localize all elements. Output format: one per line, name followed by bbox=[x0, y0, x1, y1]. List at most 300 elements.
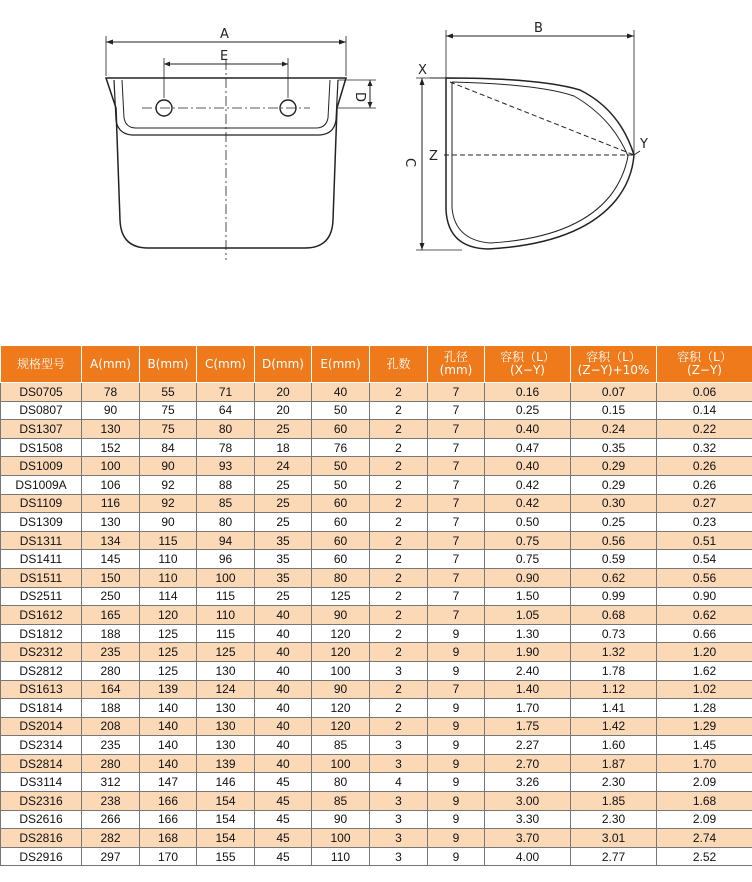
table-cell: 1.20 bbox=[657, 643, 752, 662]
table-cell: 80 bbox=[197, 513, 255, 532]
table-cell: 0.56 bbox=[657, 568, 752, 587]
table-cell: 24 bbox=[255, 457, 312, 476]
table-cell: 115 bbox=[197, 624, 255, 643]
table-cell: 2.77 bbox=[571, 847, 657, 866]
table-cell: 90 bbox=[140, 513, 197, 532]
model-cell: DS1307 bbox=[1, 420, 82, 439]
table-cell: 139 bbox=[140, 680, 197, 699]
column-header-line: 容积（L） bbox=[677, 350, 732, 364]
model-cell: DS2312 bbox=[1, 643, 82, 662]
table-cell: 40 bbox=[255, 717, 312, 736]
table-cell: 0.73 bbox=[571, 624, 657, 643]
table-cell: 64 bbox=[197, 401, 255, 420]
label-c: C bbox=[402, 158, 417, 168]
table-cell: 2.70 bbox=[485, 754, 571, 773]
table-row bbox=[1, 550, 752, 569]
table-cell: 125 bbox=[140, 624, 197, 643]
table-cell: 40 bbox=[255, 680, 312, 699]
model-cell: DS2014 bbox=[1, 717, 82, 736]
table-cell: 55 bbox=[140, 383, 197, 402]
table-cell: 78 bbox=[82, 383, 140, 402]
table-cell: 146 bbox=[197, 773, 255, 792]
table-cell: 170 bbox=[140, 847, 197, 866]
table-cell: 2 bbox=[370, 568, 428, 587]
table-cell: 120 bbox=[312, 699, 370, 718]
table-cell: 7 bbox=[428, 568, 485, 587]
table-cell: 145 bbox=[82, 550, 140, 569]
table-cell: 40 bbox=[255, 643, 312, 662]
table-cell: 0.50 bbox=[485, 513, 571, 532]
table-cell: 40 bbox=[255, 699, 312, 718]
table-cell: 106 bbox=[82, 475, 140, 494]
side-view bbox=[416, 30, 640, 250]
table-cell: 0.42 bbox=[485, 494, 571, 513]
table-cell: 2 bbox=[370, 438, 428, 457]
table-cell: 188 bbox=[82, 699, 140, 718]
table-row bbox=[1, 699, 752, 718]
table-cell: 1.41 bbox=[571, 699, 657, 718]
model-cell: DS0705 bbox=[1, 383, 82, 402]
table-cell: 45 bbox=[255, 829, 312, 848]
table-cell: 90 bbox=[82, 401, 140, 420]
table-row bbox=[1, 792, 752, 811]
table-cell: 147 bbox=[140, 773, 197, 792]
table-row bbox=[1, 661, 752, 680]
table-cell: 0.62 bbox=[657, 606, 752, 625]
table-cell: 1.90 bbox=[485, 643, 571, 662]
table-cell: 0.16 bbox=[485, 383, 571, 402]
table-cell: 9 bbox=[428, 624, 485, 643]
table-cell: 40 bbox=[255, 661, 312, 680]
table-cell: 3.26 bbox=[485, 773, 571, 792]
table-cell: 71 bbox=[197, 383, 255, 402]
table-cell: 115 bbox=[197, 587, 255, 606]
table-cell: 25 bbox=[255, 494, 312, 513]
table-cell: 3.00 bbox=[485, 792, 571, 811]
table-cell: 2 bbox=[370, 401, 428, 420]
table-cell: 40 bbox=[255, 624, 312, 643]
bucket-dimension-drawing bbox=[0, 0, 752, 345]
table-cell: 75 bbox=[140, 401, 197, 420]
table-cell: 125 bbox=[312, 587, 370, 606]
column-header bbox=[312, 346, 370, 383]
spec-table bbox=[0, 345, 752, 866]
model-cell: DS1109 bbox=[1, 494, 82, 513]
table-row bbox=[1, 736, 752, 755]
column-header bbox=[197, 346, 255, 383]
label-a: A bbox=[220, 27, 229, 42]
table-cell: 0.47 bbox=[485, 438, 571, 457]
table-cell: 0.32 bbox=[657, 438, 752, 457]
table-cell: 0.99 bbox=[571, 587, 657, 606]
column-header-line: B(mm) bbox=[147, 356, 189, 371]
table-cell: 92 bbox=[140, 494, 197, 513]
table-row bbox=[1, 829, 752, 848]
front-view bbox=[106, 36, 376, 260]
table-cell: 130 bbox=[197, 717, 255, 736]
table-cell: 0.29 bbox=[571, 457, 657, 476]
model-cell: DS1508 bbox=[1, 438, 82, 457]
table-cell: 35 bbox=[255, 531, 312, 550]
table-cell: 7 bbox=[428, 550, 485, 569]
label-x: X bbox=[418, 63, 427, 78]
table-cell: 93 bbox=[197, 457, 255, 476]
table-cell: 3 bbox=[370, 847, 428, 866]
model-cell: DS1009 bbox=[1, 457, 82, 476]
model-cell: DS1812 bbox=[1, 624, 82, 643]
table-cell: 60 bbox=[312, 420, 370, 439]
column-header-line: E(mm) bbox=[320, 356, 361, 371]
table-cell: 154 bbox=[197, 810, 255, 829]
table-row bbox=[1, 401, 752, 420]
column-header-line: (Z−Y) bbox=[687, 363, 722, 377]
table-cell: 297 bbox=[82, 847, 140, 866]
table-row bbox=[1, 606, 752, 625]
table-cell: 9 bbox=[428, 754, 485, 773]
model-cell: DS1309 bbox=[1, 513, 82, 532]
table-cell: 1.12 bbox=[571, 680, 657, 699]
table-cell: 164 bbox=[82, 680, 140, 699]
table-cell: 100 bbox=[312, 829, 370, 848]
table-cell: 60 bbox=[312, 494, 370, 513]
column-header-line: (mm) bbox=[439, 363, 473, 377]
table-cell: 2 bbox=[370, 643, 428, 662]
table-cell: 2 bbox=[370, 680, 428, 699]
table-cell: 60 bbox=[312, 531, 370, 550]
table-cell: 282 bbox=[82, 829, 140, 848]
table-cell: 0.15 bbox=[571, 401, 657, 420]
table-cell: 2 bbox=[370, 587, 428, 606]
table-cell: 7 bbox=[428, 438, 485, 457]
table-cell: 110 bbox=[312, 847, 370, 866]
table-row bbox=[1, 420, 752, 439]
table-cell: 50 bbox=[312, 475, 370, 494]
column-header bbox=[428, 346, 485, 383]
table-cell: 2 bbox=[370, 494, 428, 513]
table-cell: 0.26 bbox=[657, 475, 752, 494]
table-cell: 80 bbox=[312, 568, 370, 587]
label-z: Z bbox=[429, 149, 438, 164]
table-cell: 2 bbox=[370, 531, 428, 550]
column-header-line: 容积（L） bbox=[500, 350, 555, 364]
table-cell: 280 bbox=[82, 661, 140, 680]
table-cell: 1.42 bbox=[571, 717, 657, 736]
table-cell: 84 bbox=[140, 438, 197, 457]
table-cell: 35 bbox=[255, 568, 312, 587]
table-cell: 130 bbox=[197, 661, 255, 680]
table-cell: 134 bbox=[82, 531, 140, 550]
table-cell: 94 bbox=[197, 531, 255, 550]
table-cell: 188 bbox=[82, 624, 140, 643]
model-cell: DS1612 bbox=[1, 606, 82, 625]
table-cell: 150 bbox=[82, 568, 140, 587]
header-row bbox=[1, 346, 752, 383]
table-cell: 0.35 bbox=[571, 438, 657, 457]
table-cell: 140 bbox=[140, 717, 197, 736]
table-cell: 0.22 bbox=[657, 420, 752, 439]
table-cell: 235 bbox=[82, 643, 140, 662]
label-b: B bbox=[534, 21, 543, 36]
table-cell: 2.09 bbox=[657, 773, 752, 792]
table-cell: 7 bbox=[428, 494, 485, 513]
table-cell: 140 bbox=[140, 754, 197, 773]
table-cell: 2.30 bbox=[571, 810, 657, 829]
table-cell: 100 bbox=[197, 568, 255, 587]
model-cell: DS1411 bbox=[1, 550, 82, 569]
table-cell: 115 bbox=[140, 531, 197, 550]
table-cell: 139 bbox=[197, 754, 255, 773]
table-cell: 25 bbox=[255, 420, 312, 439]
model-cell: DS2816 bbox=[1, 829, 82, 848]
table-cell: 20 bbox=[255, 383, 312, 402]
column-header bbox=[657, 346, 752, 383]
table-cell: 78 bbox=[197, 438, 255, 457]
table-cell: 2 bbox=[370, 624, 428, 643]
table-cell: 2 bbox=[370, 606, 428, 625]
table-row bbox=[1, 438, 752, 457]
table-row bbox=[1, 643, 752, 662]
table-row bbox=[1, 513, 752, 532]
table-cell: 0.24 bbox=[571, 420, 657, 439]
table-cell: 7 bbox=[428, 457, 485, 476]
column-header-line: 孔数 bbox=[386, 356, 411, 371]
table-cell: 7 bbox=[428, 531, 485, 550]
table-cell: 40 bbox=[255, 606, 312, 625]
table-cell: 85 bbox=[312, 792, 370, 811]
table-cell: 9 bbox=[428, 792, 485, 811]
table-body bbox=[1, 383, 752, 866]
table-cell: 0.40 bbox=[485, 420, 571, 439]
table-cell: 1.30 bbox=[485, 624, 571, 643]
table-cell: 9 bbox=[428, 699, 485, 718]
table-cell: 2.09 bbox=[657, 810, 752, 829]
model-cell: DS2814 bbox=[1, 754, 82, 773]
table-cell: 9 bbox=[428, 847, 485, 866]
model-cell: DS2812 bbox=[1, 661, 82, 680]
table-cell: 120 bbox=[312, 717, 370, 736]
table-row bbox=[1, 457, 752, 476]
column-header bbox=[571, 346, 657, 383]
table-cell: 1.68 bbox=[657, 792, 752, 811]
table-cell: 7 bbox=[428, 606, 485, 625]
table-cell: 0.29 bbox=[571, 475, 657, 494]
table-cell: 116 bbox=[82, 494, 140, 513]
table-cell: 7 bbox=[428, 420, 485, 439]
table-cell: 75 bbox=[140, 420, 197, 439]
table-cell: 85 bbox=[197, 494, 255, 513]
table-cell: 1.62 bbox=[657, 661, 752, 680]
column-header-line: 规格型号 bbox=[16, 356, 65, 371]
table-cell: 1.32 bbox=[571, 643, 657, 662]
table-cell: 0.42 bbox=[485, 475, 571, 494]
model-cell: DS0807 bbox=[1, 401, 82, 420]
table-cell: 2.30 bbox=[571, 773, 657, 792]
table-cell: 2 bbox=[370, 420, 428, 439]
column-header-line: 孔径 bbox=[443, 350, 468, 364]
table-cell: 20 bbox=[255, 401, 312, 420]
table-cell: 4.00 bbox=[485, 847, 571, 866]
table-row bbox=[1, 475, 752, 494]
table-cell: 45 bbox=[255, 792, 312, 811]
table-cell: 0.54 bbox=[657, 550, 752, 569]
table-cell: 0.66 bbox=[657, 624, 752, 643]
table-cell: 2.52 bbox=[657, 847, 752, 866]
table-cell: 140 bbox=[140, 699, 197, 718]
model-cell: DS2316 bbox=[1, 792, 82, 811]
table-cell: 2 bbox=[370, 475, 428, 494]
table-cell: 0.40 bbox=[485, 457, 571, 476]
table-cell: 9 bbox=[428, 643, 485, 662]
table-cell: 45 bbox=[255, 810, 312, 829]
table-row bbox=[1, 587, 752, 606]
table-cell: 0.23 bbox=[657, 513, 752, 532]
table-cell: 60 bbox=[312, 513, 370, 532]
table-cell: 40 bbox=[255, 754, 312, 773]
table-cell: 90 bbox=[312, 680, 370, 699]
model-cell: DS1814 bbox=[1, 699, 82, 718]
table-cell: 154 bbox=[197, 792, 255, 811]
table-cell: 100 bbox=[312, 754, 370, 773]
table-row bbox=[1, 531, 752, 550]
model-cell: DS1311 bbox=[1, 531, 82, 550]
table-row bbox=[1, 754, 752, 773]
table-cell: 3 bbox=[370, 792, 428, 811]
table-cell: 312 bbox=[82, 773, 140, 792]
table-cell: 0.07 bbox=[571, 383, 657, 402]
column-header-line: C(mm) bbox=[204, 356, 247, 371]
table-cell: 80 bbox=[197, 420, 255, 439]
table-cell: 0.68 bbox=[571, 606, 657, 625]
model-cell: DS1009A bbox=[1, 475, 82, 494]
table-cell: 4 bbox=[370, 773, 428, 792]
table-cell: 3 bbox=[370, 736, 428, 755]
table-cell: 3.01 bbox=[571, 829, 657, 848]
table-cell: 2 bbox=[370, 699, 428, 718]
table-cell: 0.90 bbox=[485, 568, 571, 587]
column-header-line: 容积（L） bbox=[586, 350, 641, 364]
table-cell: 0.14 bbox=[657, 401, 752, 420]
table-cell: 125 bbox=[140, 661, 197, 680]
table-cell: 0.27 bbox=[657, 494, 752, 513]
table-cell: 80 bbox=[312, 773, 370, 792]
table-cell: 0.59 bbox=[571, 550, 657, 569]
table-cell: 2.27 bbox=[485, 736, 571, 755]
table-cell: 154 bbox=[197, 829, 255, 848]
table-cell: 45 bbox=[255, 773, 312, 792]
table-cell: 0.26 bbox=[657, 457, 752, 476]
column-header bbox=[255, 346, 312, 383]
model-cell: DS2511 bbox=[1, 587, 82, 606]
label-d: D bbox=[352, 92, 367, 103]
table-cell: 9 bbox=[428, 810, 485, 829]
table-cell: 2 bbox=[370, 717, 428, 736]
table-cell: 45 bbox=[255, 847, 312, 866]
column-header bbox=[1, 346, 82, 383]
column-header bbox=[370, 346, 428, 383]
table-cell: 110 bbox=[140, 568, 197, 587]
table-cell: 0.25 bbox=[485, 401, 571, 420]
table-cell: 92 bbox=[140, 475, 197, 494]
table-cell: 125 bbox=[140, 643, 197, 662]
table-cell: 9 bbox=[428, 661, 485, 680]
table-cell: 168 bbox=[140, 829, 197, 848]
table-cell: 100 bbox=[312, 661, 370, 680]
model-cell: DS2916 bbox=[1, 847, 82, 866]
table-cell: 1.02 bbox=[657, 680, 752, 699]
table-row bbox=[1, 847, 752, 866]
table-row bbox=[1, 810, 752, 829]
table-cell: 35 bbox=[255, 550, 312, 569]
table-cell: 0.56 bbox=[571, 531, 657, 550]
table-cell: 9 bbox=[428, 717, 485, 736]
table-row bbox=[1, 680, 752, 699]
table-cell: 0.06 bbox=[657, 383, 752, 402]
model-cell: DS1511 bbox=[1, 568, 82, 587]
table-cell: 0.90 bbox=[657, 587, 752, 606]
table-cell: 2.40 bbox=[485, 661, 571, 680]
table-cell: 0.25 bbox=[571, 513, 657, 532]
table-cell: 0.75 bbox=[485, 550, 571, 569]
table-cell: 1.70 bbox=[485, 699, 571, 718]
model-cell: DS2616 bbox=[1, 810, 82, 829]
table-cell: 0.75 bbox=[485, 531, 571, 550]
column-header-line: (Z−Y)+10% bbox=[577, 363, 650, 377]
column-header-line: A(mm) bbox=[90, 356, 131, 371]
table-cell: 1.60 bbox=[571, 736, 657, 755]
table-cell: 7 bbox=[428, 383, 485, 402]
table-cell: 110 bbox=[197, 606, 255, 625]
table-cell: 18 bbox=[255, 438, 312, 457]
table-cell: 166 bbox=[140, 792, 197, 811]
table-cell: 0.62 bbox=[571, 568, 657, 587]
table-cell: 125 bbox=[197, 643, 255, 662]
table-cell: 166 bbox=[140, 810, 197, 829]
column-header-line: (X−Y) bbox=[510, 363, 545, 377]
table-cell: 96 bbox=[197, 550, 255, 569]
model-cell: DS1613 bbox=[1, 680, 82, 699]
table-cell: 7 bbox=[428, 401, 485, 420]
table-cell: 1.85 bbox=[571, 792, 657, 811]
column-header bbox=[82, 346, 140, 383]
table-cell: 3 bbox=[370, 810, 428, 829]
table-cell: 1.40 bbox=[485, 680, 571, 699]
table-cell: 1.70 bbox=[657, 754, 752, 773]
table-cell: 3.30 bbox=[485, 810, 571, 829]
table-cell: 7 bbox=[428, 513, 485, 532]
table-cell: 9 bbox=[428, 736, 485, 755]
table-row bbox=[1, 624, 752, 643]
table-cell: 266 bbox=[82, 810, 140, 829]
table-cell: 9 bbox=[428, 773, 485, 792]
table-cell: 110 bbox=[140, 550, 197, 569]
table-cell: 280 bbox=[82, 754, 140, 773]
table-cell: 130 bbox=[82, 420, 140, 439]
table-cell: 1.45 bbox=[657, 736, 752, 755]
table-cell: 90 bbox=[312, 810, 370, 829]
table-cell: 25 bbox=[255, 587, 312, 606]
table-cell: 25 bbox=[255, 475, 312, 494]
table-cell: 1.78 bbox=[571, 661, 657, 680]
table-cell: 114 bbox=[140, 587, 197, 606]
table-cell: 2.74 bbox=[657, 829, 752, 848]
table-cell: 140 bbox=[140, 736, 197, 755]
column-header bbox=[485, 346, 571, 383]
table-cell: 130 bbox=[82, 513, 140, 532]
table-cell: 2 bbox=[370, 513, 428, 532]
table-cell: 0.30 bbox=[571, 494, 657, 513]
table-cell: 90 bbox=[312, 606, 370, 625]
table-cell: 2 bbox=[370, 550, 428, 569]
